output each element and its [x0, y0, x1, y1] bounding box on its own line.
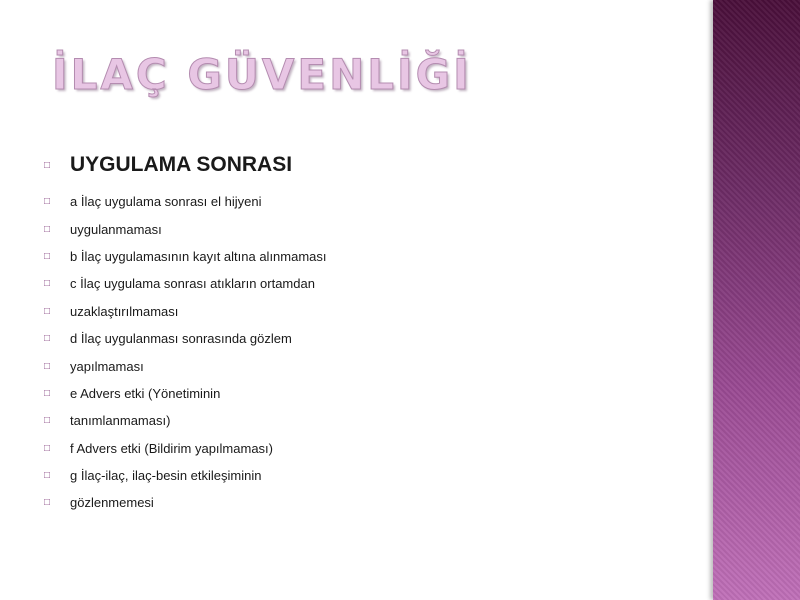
list-item-text: e Advers etki (Yönetiminin	[70, 385, 221, 401]
list-item-text: b İlaç uygulamasının kayıt altına alınmaması	[70, 248, 327, 264]
square-bullet-icon: □	[44, 387, 51, 399]
square-bullet-icon: □	[44, 442, 51, 454]
list-item-text: g İlaç-ilaç, ilaç-besin etkileşiminin	[70, 468, 262, 484]
list-item-text: a İlaç uygulama sonrası el hijyeni	[70, 194, 262, 210]
list-item	[44, 188, 694, 215]
square-bullet-icon: □	[44, 415, 51, 427]
list-item	[44, 215, 694, 242]
slide-title: İLAÇ GÜVENLİĞİ	[52, 50, 472, 99]
list-item-text: d İlaç uygulanması sonrasında gözlem	[70, 331, 292, 347]
square-bullet-icon: □	[44, 196, 51, 208]
list-item-text: tanımlanmaması)	[70, 413, 171, 429]
decorative-side-band	[713, 0, 800, 600]
list-item-text: c İlaç uygulama sonrası atıkların ortamdan	[70, 276, 315, 292]
list-item	[44, 380, 694, 407]
bullet-list	[44, 148, 694, 517]
heading-text: UYGULAMA SONRASI	[70, 153, 293, 176]
square-bullet-icon: □	[44, 223, 51, 235]
list-item	[44, 325, 694, 352]
list-item	[44, 462, 694, 489]
square-bullet-icon: □	[44, 360, 51, 372]
square-bullet-icon: □	[44, 250, 51, 262]
list-item-text: f Advers etki (Bildirim yapılmaması)	[70, 440, 273, 456]
list-item	[44, 270, 694, 297]
list-item	[44, 243, 694, 270]
list-item	[44, 298, 694, 325]
square-bullet-icon: □	[44, 305, 51, 317]
list-item	[44, 489, 694, 516]
list-item-text: gözlenmemesi	[70, 495, 154, 511]
square-bullet-icon: □	[44, 278, 51, 290]
list-heading	[44, 148, 694, 182]
list-item-text: uygulanmaması	[70, 221, 162, 237]
square-bullet-icon: □	[44, 159, 51, 171]
square-bullet-icon: □	[44, 497, 51, 509]
list-item	[44, 435, 694, 462]
list-item-text: yapılmaması	[70, 358, 144, 374]
list-item	[44, 352, 694, 379]
list-item-text: uzaklaştırılmaması	[70, 303, 179, 319]
square-bullet-icon: □	[44, 470, 51, 482]
square-bullet-icon: □	[44, 333, 51, 345]
list-item	[44, 407, 694, 434]
